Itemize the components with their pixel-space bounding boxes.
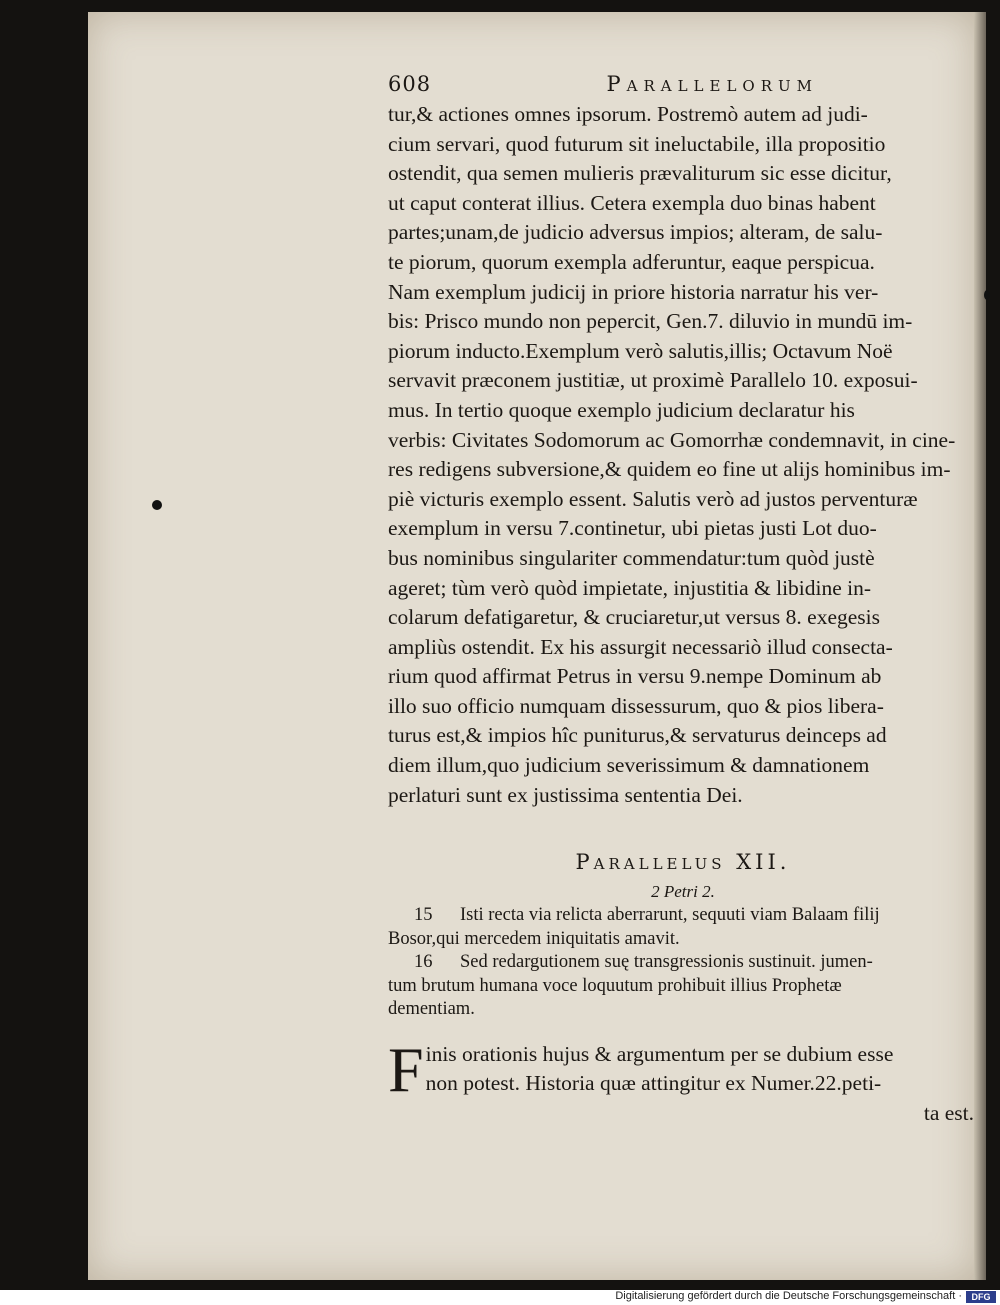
verse-text: Bosor,qui mercedem iniquitatis amavit. [388,928,680,949]
body-line: tur,& actiones omnes ipsorum. Postremò autem ad judi- [388,102,868,126]
verse-number: 15 [414,905,433,926]
final-line: non potest. Historia quæ attingitur ex Numer.22.peti- [425,1071,882,1096]
body-line: ostendit, qua semen mulieris prævaliturum sic esse dicitur, [388,161,892,186]
footer-bar [0,1290,1000,1305]
body-line: Nam exemplum judicij in priore historia narratur his ver- [388,279,879,304]
page-header [388,72,838,96]
verse-line [388,951,972,975]
body-text [388,100,972,810]
verse-line [388,904,972,928]
verse-list [388,904,972,1022]
body-line: colarum defatigaretur, & cruciaretur,ut versus 8. exegesis [388,605,880,630]
body-line: ageret; tùm verò quòd impietate, injustitia & libidine in- [388,575,872,600]
body-line: rium quod affirmat Petrus in versu 9.nempe Dominum ab [388,664,882,689]
body-line: res redigens subversione,& quidem eo fine ut alijs hominibus im- [388,457,951,482]
body-line: servavit præconem justitiæ, ut proximè Parallelo 10. exposui- [388,368,918,393]
verse-line [388,998,972,1022]
final-paragraph [388,1033,978,1129]
body-line: verbis: Civitates Sodomorum ac Gomorrhæ condemnavit, in cine- [388,427,956,452]
body-line: perlaturi sunt ex justissima sententia Dei. [388,782,743,807]
body-line: partes;unam,de judicio adversus impios; alteram, de salu- [388,220,883,245]
running-title: Parallelorum [606,72,818,96]
section-title: Parallelus XII. [575,850,791,875]
body-line: piorum inducto.Exemplum verò salutis,illis; Octavum Noë [388,338,893,363]
verse-line [388,928,972,952]
body-line: bis: Prisco mundo non pepercit, Gen.7. diluvio in mundū im- [388,309,913,334]
text-block [388,72,978,1129]
body-line: te piorum, quorum exempla adferuntur, eaque perspicua. [388,249,875,274]
verse-text: Sed redargutionem suę transgressionis sustinuit. jumen- [460,952,873,973]
section-reference: 2 Petri 2. [651,882,715,902]
footer-credit: Digitalisierung gefördert durch die Deutsche Forschungsgemeinschaft · [615,1290,962,1302]
verse-number: 16 [414,952,433,973]
drop-cap: F [388,1033,424,1105]
body-line: bus nominibus singulariter commendatur:tum quòd justè [388,545,875,570]
verse-line [388,975,972,999]
body-line: cium servari, quod futurum sit ineluctabile, illa propositio [388,131,886,156]
body-line: illo suo officio numquam dissessurum, quo & pios libera- [388,693,884,718]
verse-text: tum brutum humana voce loquutum prohibuit illius Prophetæ [388,975,842,996]
body-line: ampliùs ostendit. Ex his assurgit necessariò illud consecta- [388,634,893,659]
body-line: ut caput conterat illius. Cetera exempla duo binas habent [388,190,876,215]
margin-spot [152,500,162,510]
book-page [88,12,976,1280]
verse-text: Isti recta via relicta aberrarunt, sequuti viam Balaam filij [460,905,880,926]
body-line: turus est,& impios hîc puniturus,& servaturus deinceps ad [388,723,887,748]
body-line: diem illum,quo judicium severissimum & damnationem [388,753,870,778]
page-number: 608 [388,72,432,96]
final-line: ta est. [923,1100,974,1125]
final-line: inis orationis hujus & argumentum per se dubium esse [425,1041,894,1066]
margin-spot-right [984,290,990,300]
dfg-logo: DFG [966,1291,996,1303]
body-line: mus. In tertio quoque exemplo judicium declaratur his [388,397,855,422]
body-line: exemplum in versu 7.continetur, ubi pietas justi Lot duo- [388,516,877,541]
body-line: piè victuris exemplo essent. Salutis verò ad justos perventuræ [388,486,918,511]
verse-text: dementiam. [388,999,475,1020]
